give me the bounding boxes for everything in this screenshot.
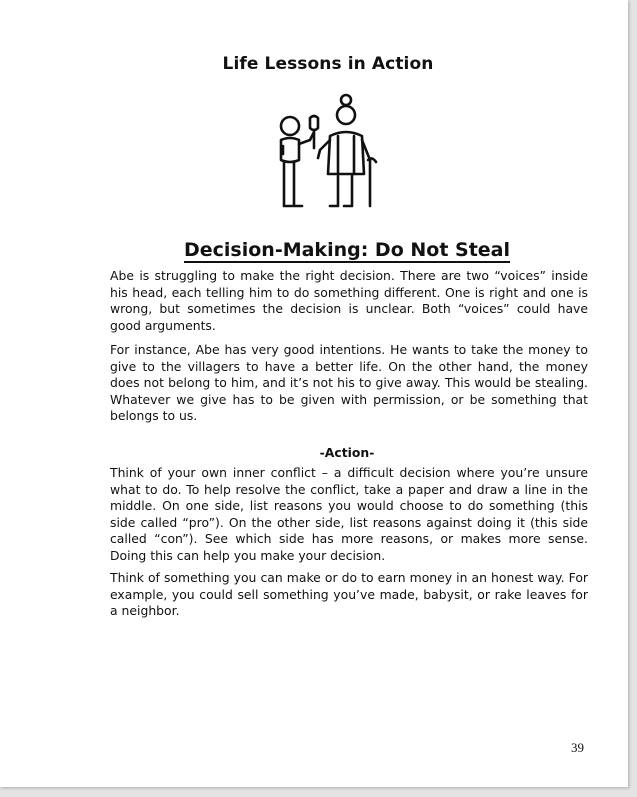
action-paragraph-1: Think of your own inner conflict – a difficult decision where you’re unsure what to do. To help resolve the conflict, take a paper and draw a line in the middle. On one side, list reasons you would choose to do something (this side called “pro”). On the other side, list reasons against doing it (this side called “con”). See which side has more reasons, or makes more sense. Doing this can help you make your decision. — [110, 465, 588, 563]
section-title — [0, 239, 637, 261]
page-number: 39 — [571, 740, 584, 755]
intro-paragraph-2: For instance, Abe has very good intentions. He wants to take the money to give to the villagers to have a better life. On the other hand, the money does not belong to him, and it’s not his to give away. This would be stealing. Whatever we give has to be given with permission, or be something that belongs to us. — [110, 342, 588, 423]
action-paragraph-2: Think of something you can make or do to earn money in an honest way. For example, you could sell something you’ve made, babysit, or rake leaves for a neighbor. — [110, 570, 588, 618]
page-heading: Life Lessons in Action — [222, 54, 434, 74]
intro-paragraph-1: Abe is struggling to make the right decision. There are two “voices” inside his head, each telling him to do something different. One is right and one is wrong, but sometimes the decision is unclear. Both “voices” could have good arguments. — [110, 268, 588, 333]
action-label: -Action- — [319, 445, 375, 460]
child-and-elder-icon — [272, 90, 382, 214]
section-title-text: Decision-Making: Do Not Steal — [183, 239, 510, 261]
